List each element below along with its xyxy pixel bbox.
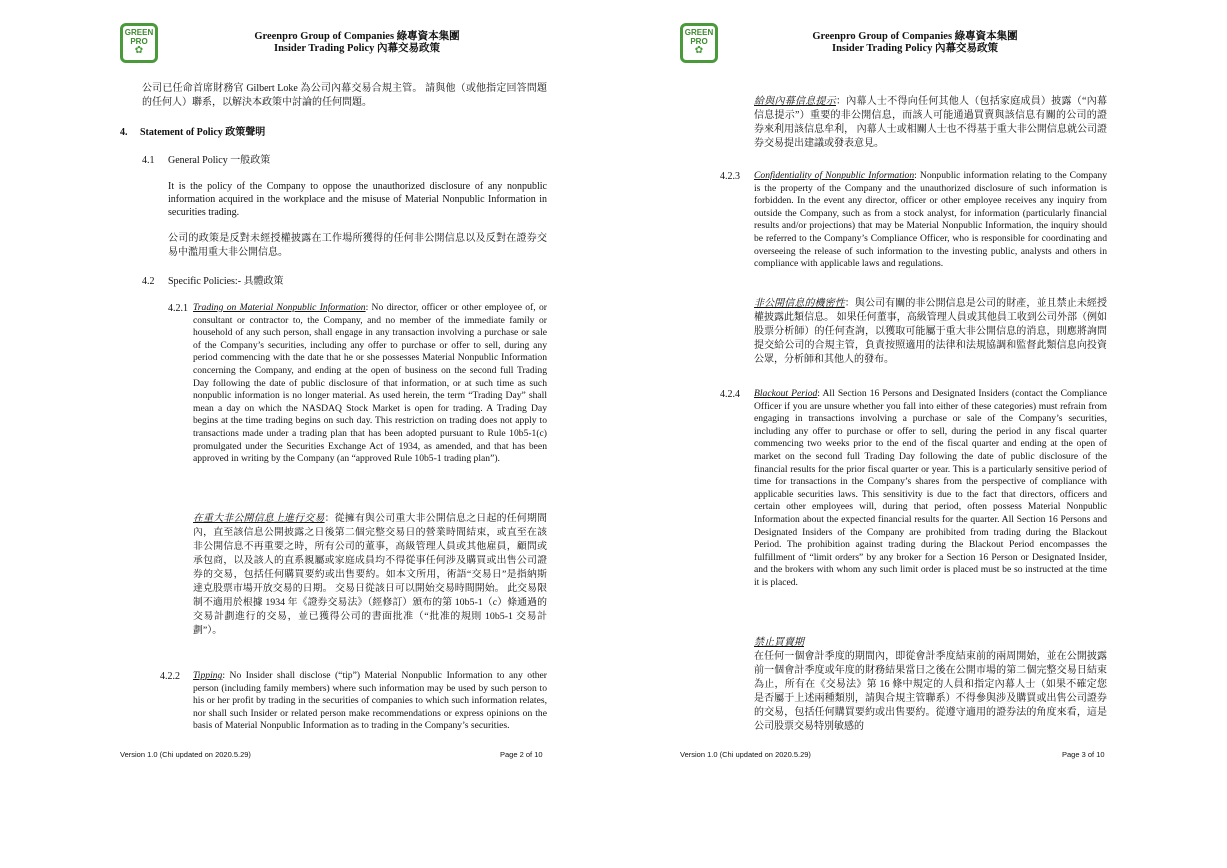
section-421-text-cn: 在重大非公開信息上進行交易：從擁有與公司重大非公開信息之日起的任何期間內，直至該信息公開披露之日後第二個完整交易日的營業時間結束，或直至在該非公開信息不再重要之時，所有公司的董事，高級管理人員或其他雇員，顧問或承包商，以及該人的直系親屬或家庭成員均不得從事任何涉及購買或出售公司證券的交易，包括任何購買要約或出售要約。如本文所用，術語“交易日”是指納斯達克股票市場开放交易的日期。 交易日從該日可以開始交易時間開始。 此交易限制不適用於根據 1934 年《證券交易法》（經修訂）頒布的第 10b5-1（c）條通過的交易計劃進行的交易，並已獲得公司的書面批准（“批准的規則 10b5-1 交易計劃”）。 [193,513,547,636]
section-421-text: Trading on Material Nonpublic Information: No director, officer or other employee of, or consultant or contractor to, the Company, and no member of the immediate family or household of any such person, shall engage in any transaction involving a purchase or sale of the Company’s securities, including any offer to purchase or offer to sell, during any period commencing with the date that he or she possesses Material Nonpublic Information concerning the Company, and ending at the open of business on the second full Trading Day following the date of public disclosure of that information, or at such time as such nonpublic information is no longer material. As used herein, the term “Trading Day” shall mean a day on which the NASDAQ Stock Market is open for trading. A Trading Day begins at the time trading begins on such day. This restriction on trading does not apply to transactions made under a trading plan that has been adopted pursuant to Rule 10b5-1(c) promulgated under the Securities Exchange Act of 1934, as amended, and that has been approved in writing by the Company (an “approved Rule 10b5-1 trading plan”). [193,302,547,465]
section-423-heading: Confidentiality of Nonpublic Information [754,170,915,181]
section-424-heading-cn: 禁止買賣期 [754,637,804,648]
section-423-number: 4.2.3 [720,171,740,182]
greenpro-logo: GREEN PRO ✿ [120,23,158,63]
section-41-number: 4.1 [142,155,155,166]
section-422-text: Tipping: No Insider shall disclose (“tip”) Material Nonpublic Information to any other person (including family members) where such information may be used by such person to his or her profit by trading in the securities of companies to which such information relates, nor shall such Insider or related person make recommendations or express opinions on the basis of Material Nonpublic Information as to trading in the Company’s securities. [193,670,547,732]
section-42-title: Specific Policies:- 具體政策 [168,276,284,287]
section-41-text: It is the policy of the Company to oppose the unauthorized disclosure of any nonpublic information acquired in the workplace and the misuse of Material Nonpublic Information in securities trading. [168,181,547,218]
section-4-number: 4. [120,127,128,138]
page-header [182,31,532,55]
header-subtitle: Insider Trading Policy 內幕交易政策 [274,43,440,54]
section-422-number: 4.2.2 [160,671,180,682]
intro-paragraph: 公司已任命首席財務官 Gilbert Loke 為公司內幕交易合規主管。 請與他（或他指定回答問題的任何人）聯系，以解決本政策中討論的任何問題。 [142,83,547,108]
section-41-text-cn: 公司的政策是反對未經授權披露在工作場所獲得的任何非公開信息以及反對在證券交易中濫用重大非公開信息。 [168,233,547,258]
section-424-text-cn: 在任何一個會計季度的期間內，即從會計季度結束前的兩周開始，並在公開披露前一個會計季度或年度的財務結果當日之後在公開市場的第二個完整交易日結束為止，所有在《交易法》第 16 條中規定的人員和指定內幕人士（如果不確定您是否屬于上述兩種類別，請與合規主管聯系）不得參與涉及購買或出售公司證券的交易，包括任何購買要約或出售要約。從遵守適用的證券法的角度來看，這是公司股票交易特別敏感的 [754,651,1107,732]
section-424-heading: Blackout Period [754,388,818,399]
footer-version: Version 1.0 (Chi updated on 2020.5.29) [680,750,811,759]
section-421-number: 4.2.1 [168,303,188,314]
page-header [740,31,1090,55]
leaf-icon: ✿ [694,45,704,56]
section-421-heading: Trading on Material Nonpublic Information [193,302,366,313]
leaf-icon: ✿ [134,45,144,56]
footer-page-number: Page 2 of 10 [500,750,543,759]
section-423-text-cn: 非公開信息的機密性：與公司有關的非公開信息是公司的財產，並且禁止未經授權披露此類信息。 如果任何董事，高級管理人員或其他員工收到公司外部（例如股票分析師）的任何查詢，以獲取可能屬于重大非公開信息的消息，則應將詢問提交給公司的合規主管，負責按照適用的法律和法規協調和監督此類信息向投資公眾，分析師和其他人的發布。 [754,298,1108,365]
header-title: Greenpro Group of Companies 綠專資本集團 [254,31,460,42]
tipping-text-cn: 給與內幕信息提示：內幕人士不得向任何其他人（包括家庭成員）披露（“內幕信息提示”）重要的非公開信息，而該人可能通過買賣與該信息有關的公司的證券來利用該信息牟利， 內幕人士或相關人士也不得基于重大非公開信息就公司證券交易提出建議或發表意見。 [754,96,1107,149]
section-423-text: Confidentiality of Nonpublic Information: Nonpublic information relating to the Company is the property of the Company and the unauthorized disclosure of such information is forbidden. In the event any director, officer or other employee receives any inquiry from outside the Company, such as from a stock analyst, for information (particularly financial results and/or projections) that may be Material Nonpublic Information, the inquiry should be referred to the Company’s Compliance Officer, who is responsible for coordinating and overseeing the release of such information to the investing public, analysts and others in compliance with applicable laws and regulations. [754,170,1107,270]
section-424-text: Blackout Period: All Section 16 Persons and Designated Insiders (contact the Compliance Officer if you are unsure whether you fall into either of these categories) must refrain from engaging in transactions involving a purchase or sale of the Company’s securities, including any offer to purchase or offer to sell, during the period in any fiscal quarter commencing two weeks prior to the end of the fiscal quarter and ending at the open of market on the second full Trading Day following the date of public disclosure of the financial results for the prior fiscal quarter or year. This is a particularly sensitive period of time for transactions in the Company’s shares from the perspective of compliance with applicable securities laws. This sensitivity is due to the fact that directors, officers and certain other employees will, during that period, often possess Material Nonpublic Information about the expected financial results for the quarter. All Section 16 Persons and Designated Insiders of the Company are prohibited from trading during the Blackout Period. The prohibition against trading during the Blackout Period encompasses the fulfillment of “limit orders” by any broker for a Section 16 Person or Designated Insider, and the brokers with whom any such limit order is placed must be so instructed at the time it is placed. [754,388,1107,588]
document-page-3 [622,0,1182,868]
document-page-2 [62,0,622,868]
footer-version: Version 1.0 (Chi updated on 2020.5.29) [120,750,251,759]
section-41-title: General Policy 一般政策 [168,155,271,166]
section-422-heading: Tipping [193,670,223,681]
header-subtitle: Insider Trading Policy 內幕交易政策 [832,43,998,54]
footer-page-number: Page 3 of 10 [1062,750,1105,759]
section-4-title: Statement of Policy 政策聲明 [140,127,266,138]
greenpro-logo: GREEN PRO ✿ [680,23,718,63]
section-42-number: 4.2 [142,276,155,287]
header-title: Greenpro Group of Companies 綠專資本集團 [812,31,1018,42]
section-424-number: 4.2.4 [720,389,740,400]
